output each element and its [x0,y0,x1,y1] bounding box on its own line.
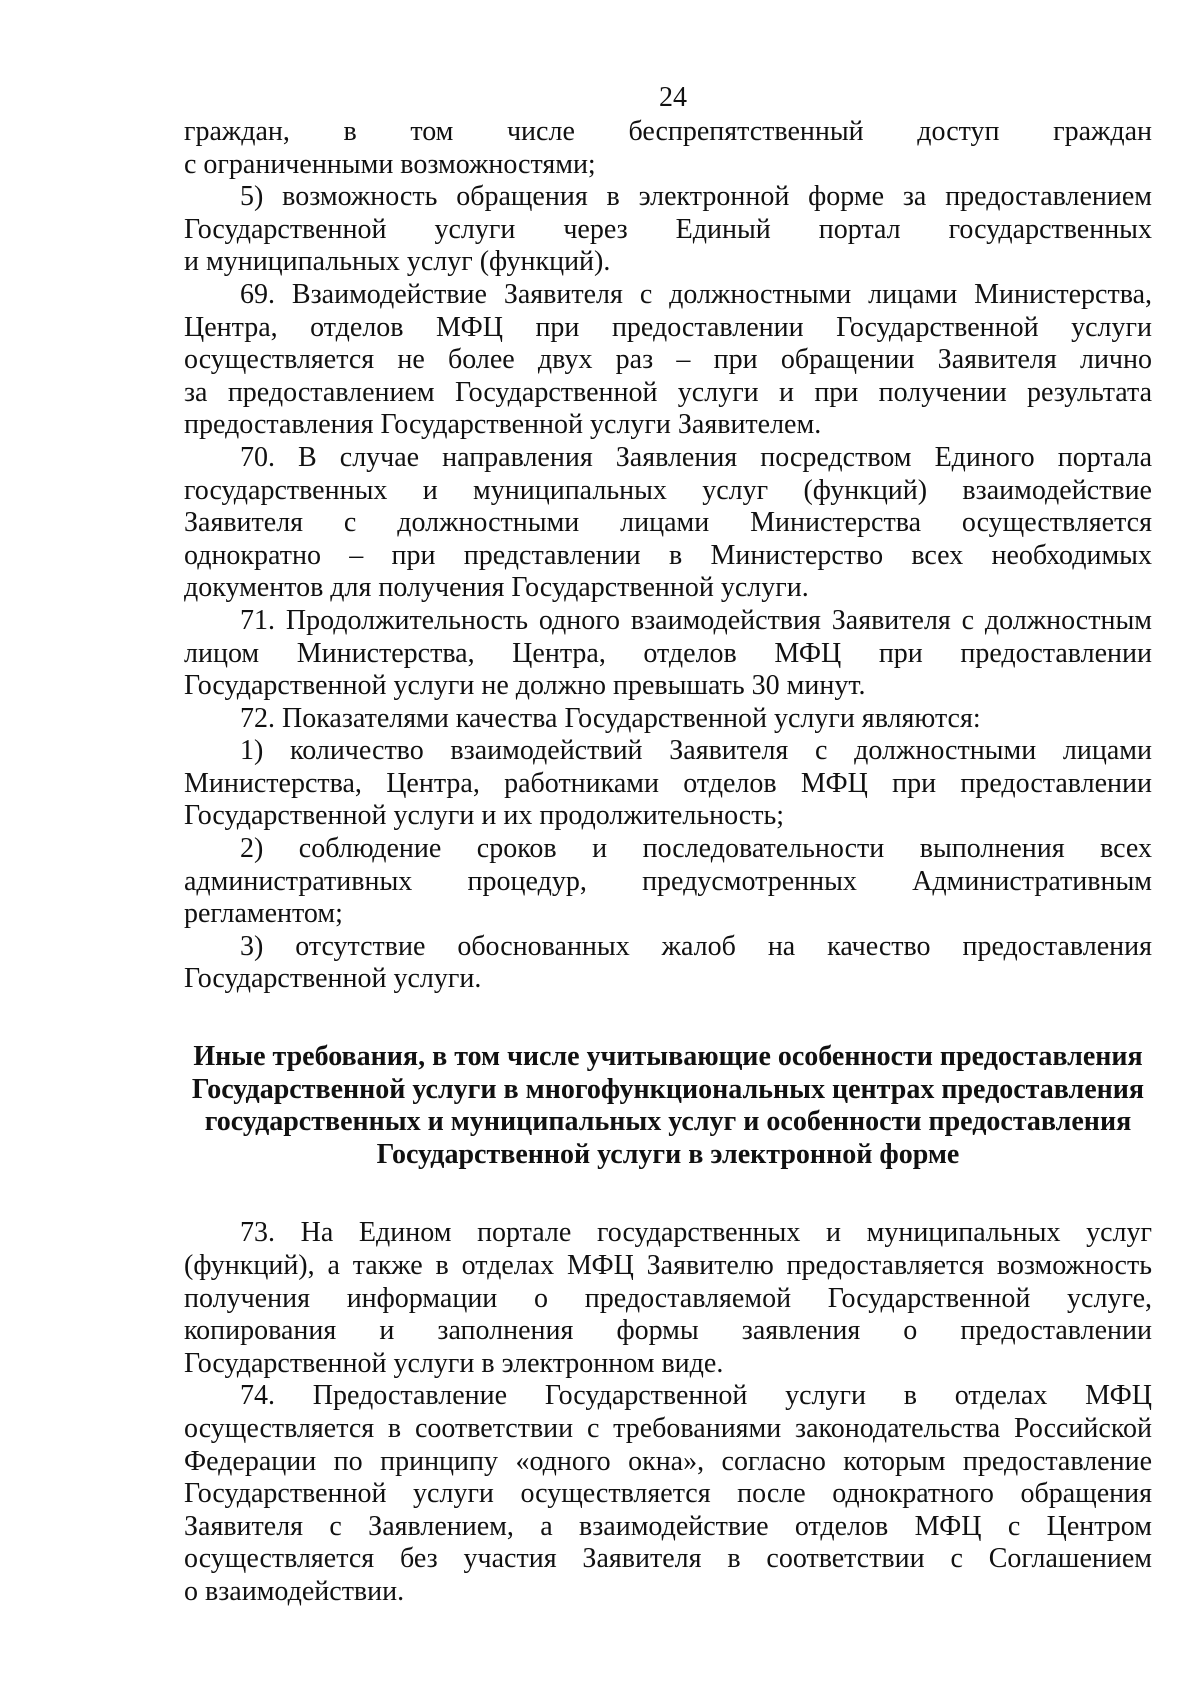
text-line: 2) соблюдение сроков и последовательности выполнения всех [240,833,1152,865]
text-line: Государственной услуги осуществляется после однократного обращения [184,1478,1152,1510]
text-line: Заявителя с Заявлением, а взаимодействие отделов МФЦ с Центром [184,1510,1152,1542]
text-line: осуществляется в соответствии с требованиями законодательства Российской [184,1412,1152,1444]
text-line: за предоставлением Государственной услуги и при получении результата [184,376,1152,408]
paragraph-p5 [184,181,1152,279]
text-line: Государственной услуги не должно превышать 30 минут. [184,670,866,702]
paragraph-p69 [184,279,1152,442]
body-text-top [184,116,1152,996]
text-line: Государственной услуги через Единый портал государственных [184,213,1152,245]
heading-line: Государственной услуги в многофункциональных центрах предоставления [191,1073,1145,1105]
text-line: 73. На Едином портале государственных и муниципальных услуг [240,1217,1152,1249]
text-line: о взаимодействии. [184,1575,405,1607]
text-line: 1) количество взаимодействий Заявителя с должностными лицами [240,735,1152,767]
text-line: Министерства, Центра, работниками отделов МФЦ при предоставлении [184,767,1152,799]
paragraph-p74 [184,1380,1152,1608]
text-line: административных процедур, предусмотренных Административным [184,865,1152,897]
text-line: 3) отсутствие обоснованных жалоб на качество предоставления [240,930,1152,962]
heading-line: Государственной услуги в электронной форме [376,1138,960,1170]
text-line: осуществляется без участия Заявителя в соответствии с Соглашением [184,1543,1152,1575]
text-line: и муниципальных услуг (функций). [184,246,611,278]
text-line: копирования и заполнения формы заявления о предоставлении [184,1315,1152,1347]
text-line: лицом Министерства, Центра, отделов МФЦ при предоставлении [184,637,1152,669]
text-line: 74. Предоставление Государственной услуги в отделах МФЦ [240,1380,1152,1412]
document-page [184,80,1152,1609]
text-line: (функций), а также в отделах МФЦ Заявителю предоставляется возможность [184,1250,1152,1281]
text-line: Государственной услуги в электронном виде. [184,1347,724,1379]
paragraph-p73 [184,1217,1152,1380]
heading-line: государственных и муниципальных услуг и особенности предоставления [204,1106,1132,1138]
paragraph-p72_2 [184,833,1152,931]
text-line: осуществляется не более двух раз – при обращении Заявителя лично [184,344,1152,376]
text-line: 71. Продолжительность одного взаимодействия Заявителя с должностным [240,604,1152,636]
text-line: граждан, в том числе беспрепятственный доступ граждан [184,116,1152,147]
text-line: 69. Взаимодействие Заявителя с должностными лицами Министерства, [240,278,1152,310]
paragraph-p72_1 [184,735,1152,833]
text-line: Государственной услуги. [184,963,482,995]
text-line: 5) возможность обращения в электронной форме за предоставлением [240,181,1152,213]
text-line: получения информации о предоставляемой Государственной услуге, [184,1282,1152,1314]
paragraph-p72_3 [184,931,1152,996]
text-line: Федерации по принципу «одного окна», согласно которым предоставление [184,1445,1152,1477]
text-line: Центра, отделов МФЦ при предоставлении Государственной услуги [184,311,1152,343]
text-line: регламентом; [184,898,343,930]
text-line: 70. В случае направления Заявления посредством Единого портала [240,441,1152,473]
text-line: 72. Показателями качества Государственной услуги являются: [240,702,981,734]
heading-line: Иные требования, в том числе учитывающие особенности предоставления [193,1041,1143,1073]
text-line: Государственной услуги и их продолжительность; [184,800,784,832]
paragraph-cont [184,116,1152,181]
paragraph-p72 [184,703,1152,736]
text-line: Заявителя с должностными лицами Министерства осуществляется [184,507,1152,539]
text-line: однократно – при представлении в Министерство всех необходимых [184,539,1152,571]
text-line: предоставления Государственной услуги Заявителем. [184,409,822,441]
paragraph-p70 [184,442,1152,605]
text-line: с ограниченными возможностями; [184,148,596,180]
paragraph-p71 [184,605,1152,703]
text-line: государственных и муниципальных услуг (функций) взаимодействие [184,474,1152,506]
text-line: документов для получения Государственной услуги. [184,572,809,604]
page-number: 24 [659,82,687,113]
body-text-bottom [184,1217,1152,1608]
section-heading [184,1041,1152,1171]
